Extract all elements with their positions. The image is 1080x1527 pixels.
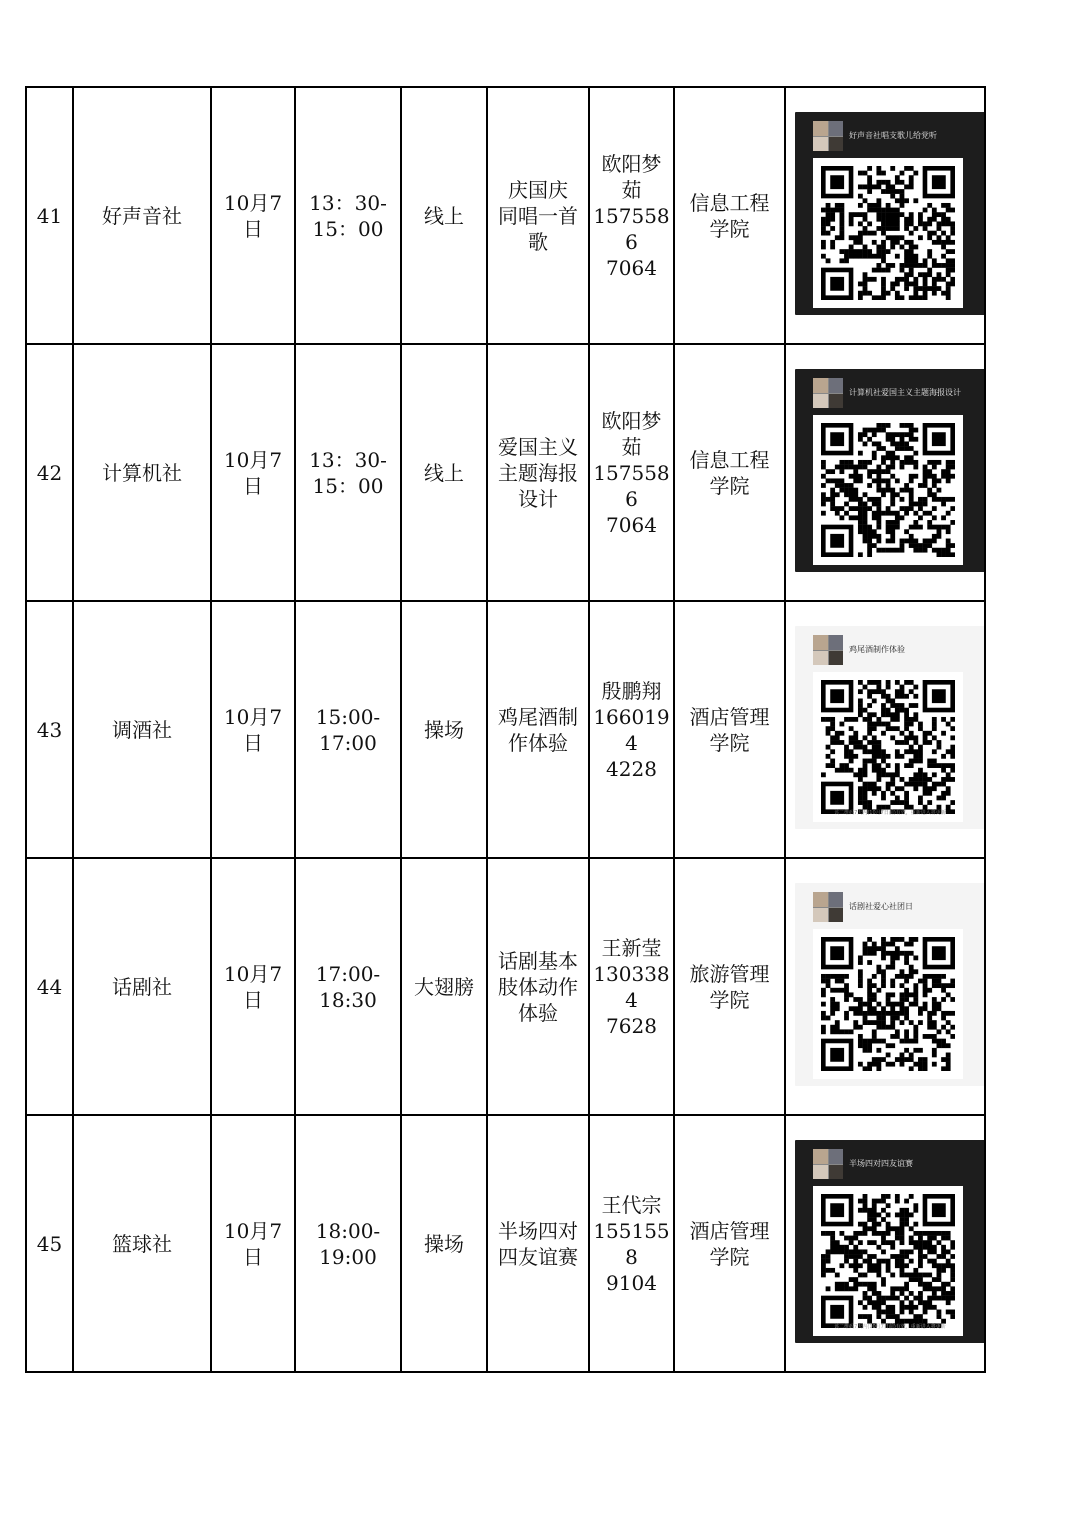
cell-line: 鸡尾酒制 (498, 704, 578, 729)
qr-cell (785, 87, 985, 344)
cell-line: 体验 (518, 1000, 558, 1025)
cell-line: 歌 (528, 229, 548, 254)
cell-line: 信息工程 (689, 447, 770, 472)
group-qr-card (795, 369, 985, 572)
cell-line: 主题海报 (498, 460, 578, 485)
club-name: 调酒社 (73, 601, 211, 858)
group-qr-card (795, 883, 985, 1086)
qr-group-title: 计算机社爱国主义主题海报设计 (849, 388, 961, 397)
qr-footer-note: 该二维码7天内(10月7日前)有效，重新进入将更新 (834, 810, 946, 816)
qr-group-title: 好声音社唱支歌儿给党听 (849, 131, 937, 140)
college-name (674, 858, 785, 1115)
cell-line: 学院 (709, 216, 750, 241)
cell-line: 爱国主义 (498, 434, 578, 459)
cell-line: 庆国庆 (508, 177, 568, 202)
cell-line: 1660194 (593, 704, 670, 755)
activity-time (295, 87, 401, 344)
cell-line: 4228 (606, 756, 657, 781)
activity-time (295, 858, 401, 1115)
cell-line: 15：00 (312, 473, 384, 498)
cell-line: 王代宗 (601, 1192, 662, 1217)
group-avatar (813, 892, 843, 922)
row-number: 41 (26, 87, 73, 344)
cell-line: 15：00 (312, 216, 384, 241)
cell-line: 同唱一首 (498, 203, 578, 228)
activity-date: 10月7日 (211, 601, 295, 858)
club-name: 话剧社 (73, 858, 211, 1115)
group-avatar (813, 1149, 843, 1179)
activity-time (295, 344, 401, 601)
cell-line: 旅游管理 (689, 961, 770, 986)
contact-person (589, 858, 674, 1115)
cell-line: 酒店管理 (689, 1218, 770, 1243)
activity-date: 10月7日 (211, 87, 295, 344)
cell-line: 信息工程 (689, 190, 770, 215)
activity-name (487, 1115, 589, 1372)
table-row (26, 1115, 985, 1372)
cell-line: 17:00- (315, 961, 381, 986)
cell-line: 17:00 (319, 730, 377, 755)
cell-line: 7628 (606, 1013, 657, 1038)
club-name: 计算机社 (73, 344, 211, 601)
qr-cell (785, 601, 985, 858)
table-row (26, 601, 985, 858)
qr-group-title: 半场四对四友谊赛 (849, 1159, 913, 1168)
cell-line: 肢体动作 (498, 974, 578, 999)
activity-name (487, 87, 589, 344)
cell-line: 1575586 (593, 203, 670, 254)
activity-name (487, 858, 589, 1115)
qr-group-title: 话剧社爱心社团日 (849, 902, 913, 911)
group-qr-card (795, 626, 985, 829)
table-row (26, 344, 985, 601)
qr-code[interactable] (813, 415, 963, 565)
contact-person (589, 1115, 674, 1372)
activity-place: 操场 (401, 1115, 487, 1372)
cell-line: 茹 (621, 434, 642, 459)
group-qr-card (795, 112, 985, 315)
activity-date: 10月7日 (211, 1115, 295, 1372)
group-avatar (813, 635, 843, 665)
cell-line: 半场四对 (498, 1218, 578, 1243)
qr-header (813, 893, 913, 921)
club-name: 篮球社 (73, 1115, 211, 1372)
row-number: 45 (26, 1115, 73, 1372)
table-row (26, 858, 985, 1115)
activity-time (295, 1115, 401, 1372)
college-name (674, 344, 785, 601)
group-qr-card (795, 1140, 985, 1343)
activity-name (487, 344, 589, 601)
cell-line: 18:00- (315, 1218, 381, 1243)
college-name (674, 87, 785, 344)
schedule-table-body (26, 87, 985, 1372)
cell-line: 学院 (709, 1244, 750, 1269)
college-name (674, 1115, 785, 1372)
qr-code[interactable] (813, 929, 963, 1079)
college-name (674, 601, 785, 858)
row-number: 42 (26, 344, 73, 601)
cell-line: 18:30 (319, 987, 377, 1012)
activity-date: 10月7日 (211, 858, 295, 1115)
cell-line: 7064 (606, 512, 657, 537)
cell-line: 1575586 (593, 460, 670, 511)
cell-line: 学院 (709, 987, 750, 1012)
activity-place: 线上 (401, 87, 487, 344)
cell-line: 话剧基本 (498, 948, 578, 973)
group-avatar (813, 378, 843, 408)
schedule-table (25, 86, 986, 1373)
cell-line: 四友谊赛 (498, 1244, 578, 1269)
cell-line: 9104 (606, 1270, 657, 1295)
cell-line: 设计 (518, 486, 558, 511)
activity-place: 线上 (401, 344, 487, 601)
cell-line: 1303384 (593, 961, 670, 1012)
cell-line: 13：30- (309, 447, 387, 472)
qr-cell (785, 1115, 985, 1372)
qr-cell (785, 344, 985, 601)
qr-header (813, 122, 937, 150)
row-number: 44 (26, 858, 73, 1115)
activity-date: 10月7日 (211, 344, 295, 601)
qr-group-title: 鸡尾酒制作体验 (849, 645, 905, 654)
cell-line: 欧阳梦 (601, 408, 662, 433)
cell-line: 王新莹 (601, 935, 662, 960)
row-number: 43 (26, 601, 73, 858)
cell-line: 15:00- (315, 704, 381, 729)
activity-name (487, 601, 589, 858)
contact-person (589, 601, 674, 858)
cell-line: 1551558 (593, 1218, 670, 1269)
cell-line: 殷鹏翔 (601, 678, 662, 703)
qr-code[interactable] (813, 158, 963, 308)
group-avatar (813, 121, 843, 151)
activity-time (295, 601, 401, 858)
club-name: 好声音社 (73, 87, 211, 344)
cell-line: 茹 (621, 177, 642, 202)
cell-line: 欧阳梦 (601, 151, 662, 176)
qr-cell (785, 858, 985, 1115)
cell-line: 酒店管理 (689, 704, 770, 729)
cell-line: 13：30- (309, 190, 387, 215)
qr-header (813, 379, 961, 407)
cell-line: 学院 (709, 473, 750, 498)
activity-place: 大翅膀 (401, 858, 487, 1115)
cell-line: 19:00 (319, 1244, 377, 1269)
activity-place: 操场 (401, 601, 487, 858)
cell-line: 作体验 (508, 730, 568, 755)
qr-header (813, 636, 905, 664)
cell-line: 7064 (606, 255, 657, 280)
contact-person (589, 87, 674, 344)
qr-header (813, 1150, 913, 1178)
cell-line: 学院 (709, 730, 750, 755)
qr-footer-note: 该二维码7天内(10月7日前)有效，重新进入将更新 (834, 1324, 946, 1330)
contact-person (589, 344, 674, 601)
table-row (26, 87, 985, 344)
